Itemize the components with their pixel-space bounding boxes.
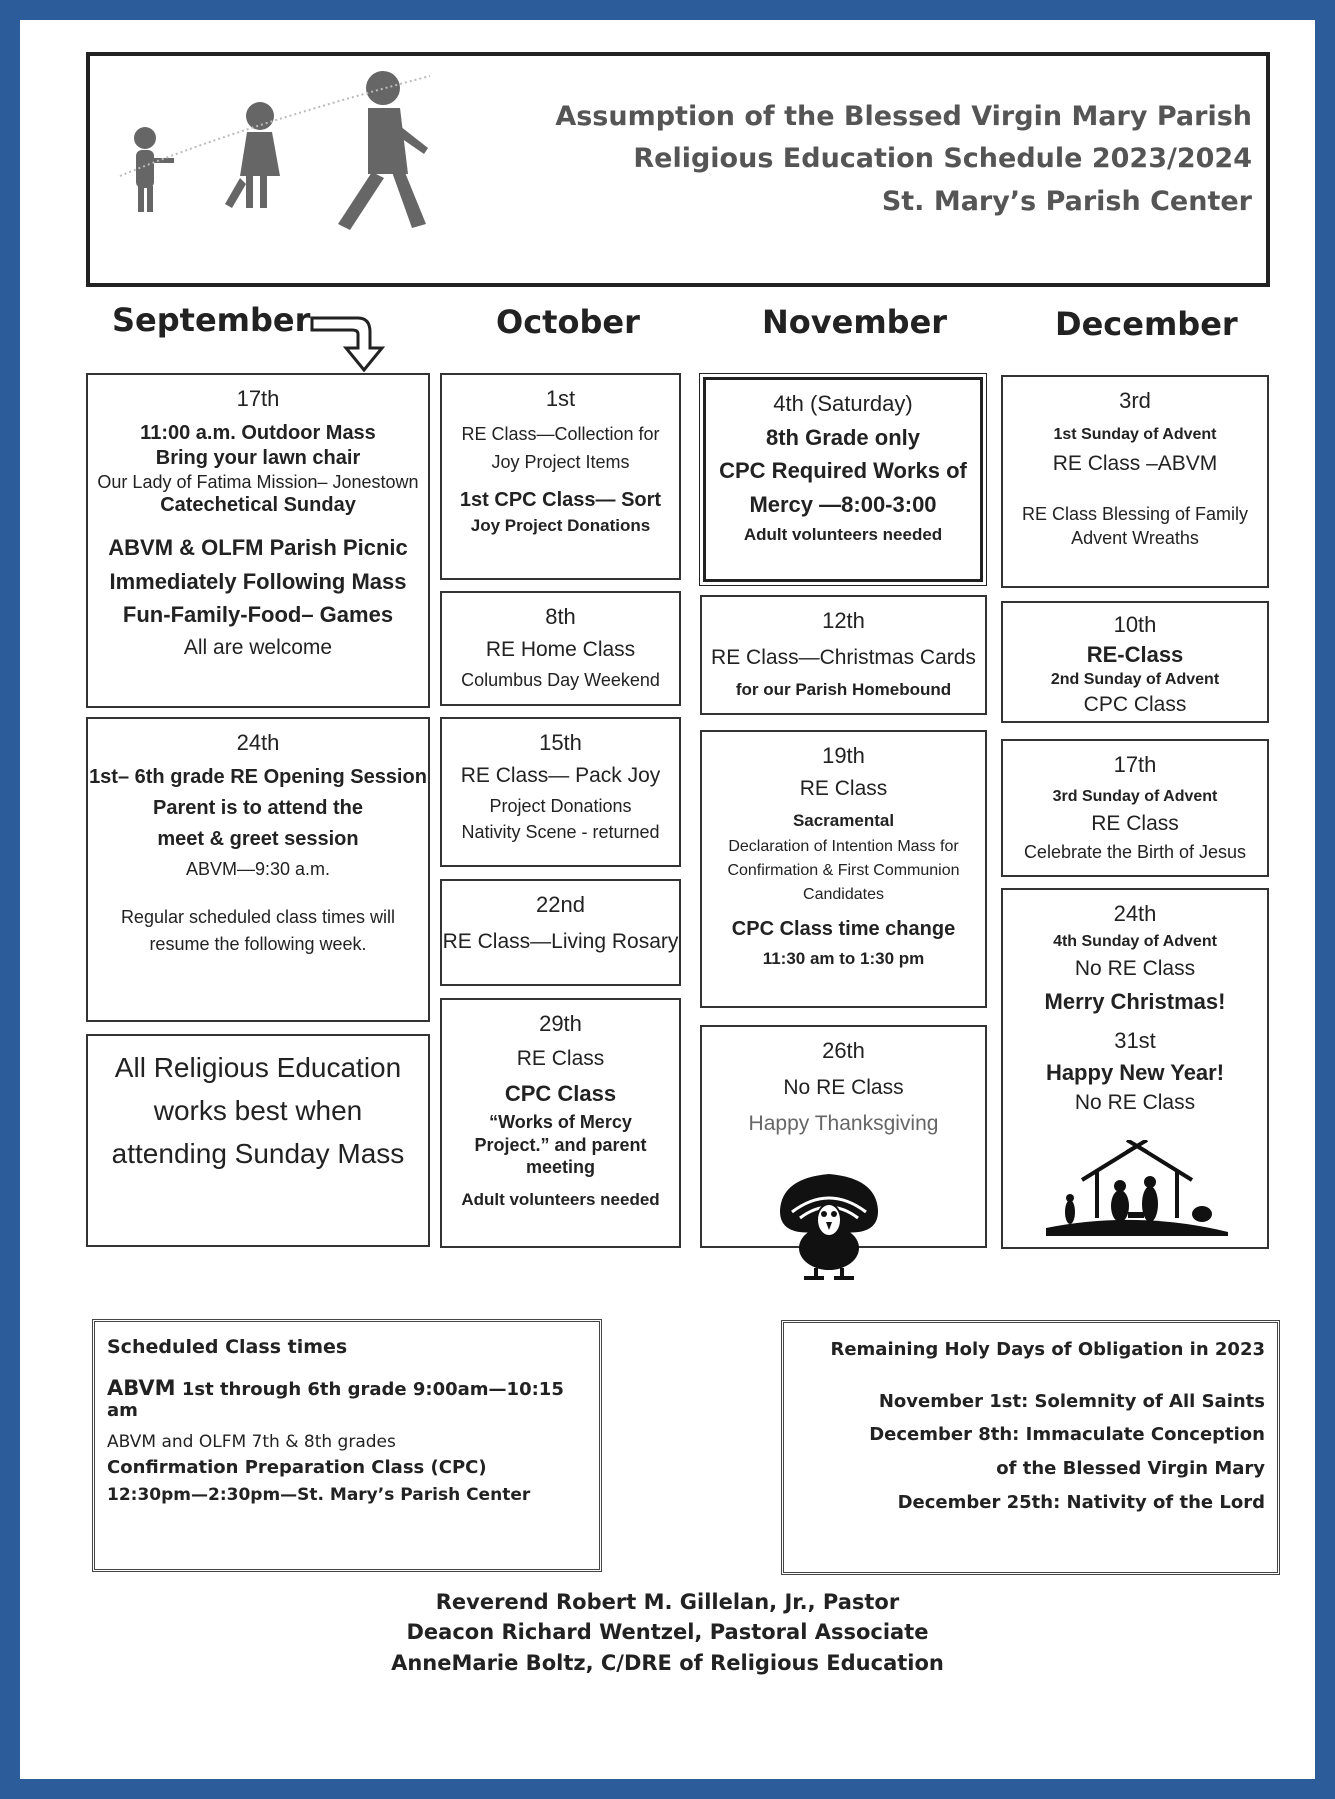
date: 31st xyxy=(1114,1028,1156,1054)
event-line: Joy Project Donations xyxy=(470,515,651,535)
event-line: “Works of Mercy xyxy=(489,1112,632,1133)
event-line: Catechetical Sunday xyxy=(160,494,356,516)
event-line: Declaration of Intention Mass for xyxy=(728,838,959,855)
event-line: Celebrate the Birth of Jesus xyxy=(1023,841,1247,862)
event-line: RE Class xyxy=(799,776,888,800)
date: 12th xyxy=(822,608,865,633)
event-line: No RE Class xyxy=(783,1075,904,1099)
event-line: RE Class—Living Rosary xyxy=(442,929,679,953)
month-november: November xyxy=(762,303,948,341)
event-line: ABVM & OLFM Parish Picnic xyxy=(108,535,408,560)
nov-4-cell xyxy=(703,377,983,582)
date: 24th xyxy=(236,730,280,755)
event-line: RE Class xyxy=(516,1046,605,1070)
nov-12-cell xyxy=(700,595,987,715)
cpc-line: Confirmation Preparation Class (CPC) xyxy=(107,1457,487,1478)
event-line: Regular scheduled class times will xyxy=(120,907,396,927)
nov-19-cell xyxy=(700,730,987,1008)
date: 22nd xyxy=(536,892,585,917)
turkey-icon xyxy=(774,1170,884,1282)
sep-17-cell xyxy=(86,373,430,708)
grades-line: ABVM and OLFM 7th & 8th grades xyxy=(107,1432,396,1452)
month-december: December xyxy=(1055,305,1238,343)
dre-line: AnneMarie Boltz, C/DRE of Religious Education xyxy=(391,1651,944,1675)
event-line: Happy New Year! xyxy=(1045,1059,1225,1085)
event-line: Our Lady of Fatima Mission– Jonestown xyxy=(97,471,419,492)
sunday-mass-note xyxy=(86,1034,430,1247)
date: 4th (Saturday) xyxy=(773,391,913,416)
note-line: attending Sunday Mass xyxy=(111,1138,405,1169)
event-line: Project.” and parent xyxy=(474,1134,647,1155)
event-line: Parent is to attend the xyxy=(152,796,364,819)
event-line: Sacramental xyxy=(792,810,895,830)
schedule-title: Religious Education Schedule 2023/2024 xyxy=(633,143,1252,174)
oct-29-cell xyxy=(440,998,681,1248)
date: 24th xyxy=(1113,901,1157,926)
event-line: RE-Class xyxy=(1086,641,1184,667)
holy-days-box xyxy=(781,1320,1280,1575)
event-line: All are welcome xyxy=(183,635,333,659)
date: 17th xyxy=(236,386,280,411)
event-line: Mercy —8:00-3:00 xyxy=(749,491,937,517)
event-line: Immediately Following Mass xyxy=(109,568,407,594)
oct-15-cell xyxy=(440,717,681,867)
event-line: RE Home Class xyxy=(485,637,636,661)
event-line: RE Class—Christmas Cards xyxy=(711,645,976,669)
event-line: RE Class –ABVM xyxy=(1052,451,1218,475)
date: 10th xyxy=(1113,612,1157,637)
oct-22-cell xyxy=(440,879,681,986)
cpc-times-line: 12:30pm—2:30pm—St. Mary’s Parish Center xyxy=(107,1485,531,1505)
event-line: No RE Class xyxy=(1074,1091,1196,1115)
event-line: for our Parish Homebound xyxy=(735,679,952,699)
event-line: Bring your lawn chair xyxy=(155,446,361,469)
event-line: ABVM—9:30 a.m. xyxy=(185,858,331,879)
date: 26th xyxy=(822,1038,865,1063)
event-line: meeting xyxy=(525,1157,595,1178)
holy-days-title: Remaining Holy Days of Obligation in 2023 xyxy=(830,1339,1265,1360)
note-line: works best when xyxy=(153,1095,363,1126)
children-silhouette-icon xyxy=(100,66,440,236)
event-line: 1st Sunday of Advent xyxy=(1053,425,1217,443)
holy-day-line: November 1st: Solemnity of All Saints xyxy=(878,1391,1265,1412)
event-line: Candidates xyxy=(803,886,884,903)
date: 17th xyxy=(1113,752,1157,777)
event-line: 4th Sunday of Advent xyxy=(1053,932,1217,950)
holy-day-line: December 25th: Nativity of the Lord xyxy=(897,1492,1265,1513)
event-line: Fun-Family-Food– Games xyxy=(122,602,394,627)
date: 19th xyxy=(822,743,865,768)
class-times-box xyxy=(92,1319,602,1572)
event-line: Nativity Scene - returned xyxy=(461,822,660,843)
event-line: CPC Required Works of xyxy=(719,458,967,483)
event-line: Advent Wreaths xyxy=(1071,528,1199,549)
class-times-title: Scheduled Class times xyxy=(107,1336,348,1358)
date: 29th xyxy=(539,1011,582,1036)
abvm-times: 1st through 6th grade 9:00am—10:15 am xyxy=(107,1379,564,1421)
arrow-down-icon xyxy=(308,312,390,374)
event-line: Columbus Day Weekend xyxy=(461,669,660,690)
event-line: 1st CPC Class— Sort xyxy=(459,488,662,511)
location-title: St. Mary’s Parish Center xyxy=(881,186,1252,217)
event-line: 3rd Sunday of Advent xyxy=(1052,787,1218,805)
abvm-line xyxy=(107,1376,599,1421)
event-line: Merry Christmas! xyxy=(1044,988,1226,1014)
event-line: 8th Grade only xyxy=(765,424,921,450)
event-line: 2nd Sunday of Advent xyxy=(1050,671,1220,688)
header-box xyxy=(86,52,1270,287)
date: 1st xyxy=(545,386,576,411)
holy-day-line: of the Blessed Virgin Mary xyxy=(996,1458,1265,1479)
month-september: September xyxy=(112,301,311,339)
oct-8-cell xyxy=(440,591,681,706)
holy-day-line: December 8th: Immaculate Conception xyxy=(869,1424,1265,1445)
deacon-line: Deacon Richard Wentzel, Pastoral Associate xyxy=(406,1620,929,1644)
event-line: Joy Project Items xyxy=(491,452,630,472)
event-line: Project Donations xyxy=(489,795,632,816)
event-line: RE Class— Pack Joy xyxy=(460,763,661,787)
event-line: No RE Class xyxy=(1074,956,1196,980)
parish-name: Assumption of the Blessed Virgin Mary Parish xyxy=(555,101,1252,132)
event-line: Happy Thanksgiving xyxy=(748,1111,939,1135)
date: 3rd xyxy=(1119,388,1151,413)
event-line: RE Class xyxy=(1091,811,1179,835)
event-line: RE Class—Collection for xyxy=(461,423,660,444)
event-line: meet & greet session xyxy=(157,827,359,850)
date: 15th xyxy=(539,730,582,755)
event-line: Adult volunteers needed xyxy=(461,1189,660,1209)
dec-10-cell xyxy=(1001,601,1269,723)
abvm-label: ABVM xyxy=(107,1376,176,1400)
event-line: Confirmation & First Communion xyxy=(727,862,960,879)
event-line: 11:00 a.m. Outdoor Mass xyxy=(140,421,376,444)
event-line: resume the following week. xyxy=(149,933,367,954)
note-line: All Religious Education xyxy=(114,1052,402,1083)
event-line: 1st– 6th grade RE Opening Session xyxy=(89,765,427,788)
sep-24-cell xyxy=(86,717,430,1022)
schedule-page xyxy=(20,20,1315,1779)
event-line: CPC Class xyxy=(1083,693,1187,716)
oct-1-cell xyxy=(440,373,681,580)
dec-17-cell xyxy=(1001,739,1269,877)
pastor-line: Reverend Robert M. Gillelan, Jr., Pastor xyxy=(435,1590,900,1614)
event-line: 11:30 am to 1:30 pm xyxy=(762,949,925,968)
event-line: RE Class Blessing of Family xyxy=(1021,503,1249,524)
event-line: Adult volunteers needed xyxy=(743,525,943,544)
event-line: CPC Class time change xyxy=(731,918,956,940)
event-line: CPC Class xyxy=(504,1080,617,1106)
nativity-icon xyxy=(1042,1140,1232,1236)
month-october: October xyxy=(496,303,640,341)
dec-3-cell xyxy=(1001,375,1269,588)
date: 8th xyxy=(545,604,576,629)
